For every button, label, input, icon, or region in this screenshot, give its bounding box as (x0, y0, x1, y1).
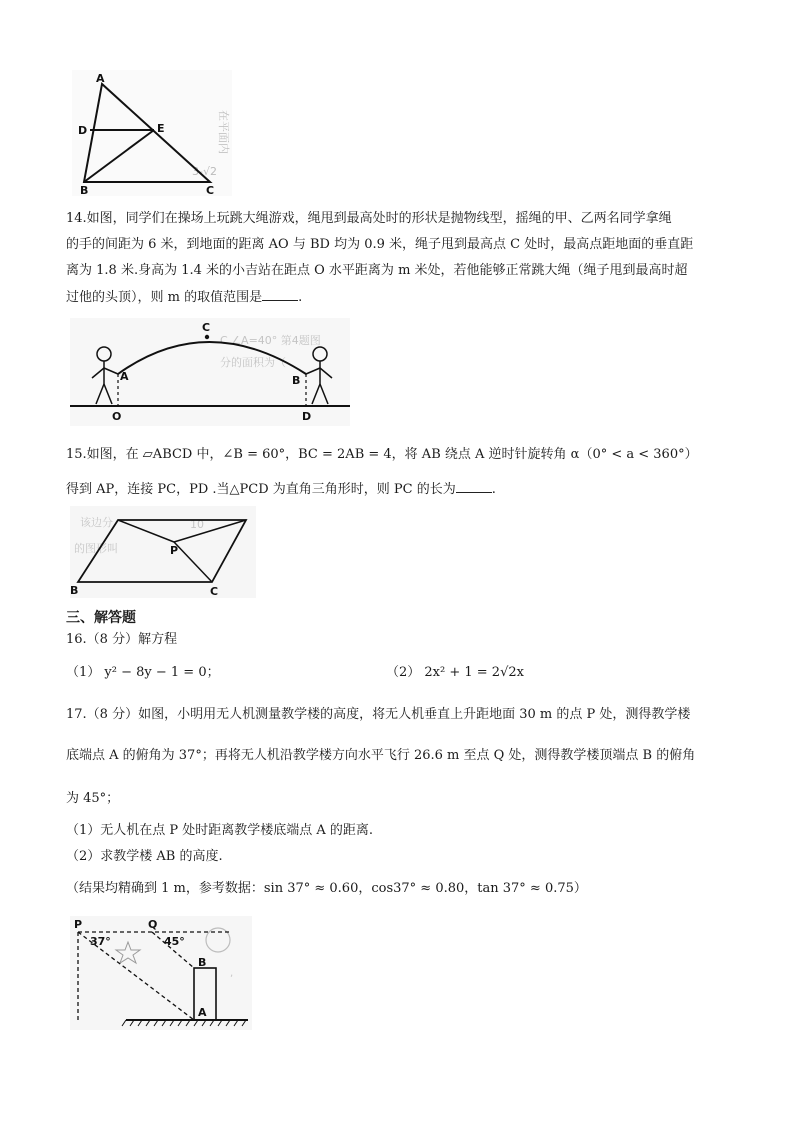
q14-line1: 14.如图，同学们在操场上玩跳大绳游戏，绳甩到最高处时的形状是抛物线型，摇绳的甲、乙两名同学拿绳 (66, 211, 672, 226)
q16-title: 16.（8 分）解方程 (66, 632, 178, 647)
q17-line2: 底端点 A 的俯角为 37°；再将无人机沿教学楼方向水平飞行 26.6 m 至点 Q 处，测得教学楼顶端点 B 的俯角 (66, 748, 696, 763)
svg-text:分的面积为（: 分的面积为（ (220, 356, 286, 369)
svg-text:10: 10 (190, 518, 204, 531)
svg-text:C ∠A=40° 第4题图: C ∠A=40° 第4题图 (220, 334, 321, 347)
label-O: O (112, 410, 122, 423)
angle-37: 37° (90, 935, 111, 948)
label-P: P (74, 918, 83, 931)
q17-line1: 17.（8 分）如图，小明用无人机测量教学楼的高度，将无人机垂直上升距地面 30 m 的点 P 处，测得教学楼 (66, 707, 691, 722)
label-A: A (198, 1006, 207, 1019)
jump-rope-figure (70, 318, 350, 426)
label-C: C (206, 184, 215, 196)
svg-text:,: , (230, 968, 234, 979)
answer-blank (456, 480, 492, 493)
label-C: C (210, 585, 219, 598)
svg-text:的图形叫: 的图形叫 (74, 542, 118, 555)
q16-eq2: （2） 2x² + 1 = 2√2x (386, 665, 524, 680)
label-C: C (202, 321, 211, 334)
label-B: B (70, 584, 79, 597)
q14-line2: 的手的间距为 6 米，到地面的距离 AO 与 BD 均为 0.9 米，绳子甩到最高点 C 处时，最高点距地面的垂直距 (66, 237, 694, 252)
label-B: B (198, 956, 207, 969)
parallelogram-figure (70, 506, 256, 598)
q15-line2-text: 得到 AP，连接 PC，PD .当△PCD 为直角三角形时，则 PC 的长为 (66, 482, 456, 497)
label-Q: Q (148, 918, 158, 931)
label-A: A (96, 72, 105, 85)
label-P: P (170, 544, 179, 557)
label-D: D (302, 410, 312, 423)
q17-sub1: （1）无人机在点 P 处时距离教学楼底端点 A 的距离. (66, 823, 374, 838)
drone-figure (70, 916, 252, 1030)
triangle-figure (72, 70, 232, 196)
q17-note: （结果均精确到 1 m，参考数据：sin 37° ≈ 0.60，cos37° ≈ 0.80，tan 37° ≈ 0.75） (66, 881, 587, 896)
q15-line1: 15.如图，在 ▱ABCD 中，∠B = 60°，BC = 2AB = 4，将 AB 绕点 A 逆时针旋转角 α（0° < a < 360°） (66, 447, 698, 462)
q14-line3: 离为 1.8 米.身高为 1.4 米的小吉站在距点 O 水平距离为 m 米处，若他能够正常跳大绳（绳子甩到最高时超 (66, 263, 688, 278)
label-A: A (120, 370, 129, 383)
q17-line3: 为 45°； (66, 791, 120, 806)
label-E: E (157, 122, 165, 135)
label-B: B (80, 184, 89, 196)
label-B: B (292, 374, 301, 387)
svg-text:3-√2: 3-√2 (192, 165, 217, 178)
q17-sub2: （2）求教学楼 AB 的高度. (66, 849, 223, 864)
answer-blank (262, 288, 298, 301)
angle-45: 45° (164, 935, 185, 948)
q14-line4-text: 过他的头顶），则 m 的取值范围是 (66, 290, 263, 305)
svg-text:该边分: 该边分 (80, 516, 113, 529)
q14-line4: 过他的头顶），则 m 的取值范围是 . (66, 290, 303, 305)
label-D: D (78, 124, 88, 137)
q15-line2: 得到 AP，连接 PC，PD .当△PCD 为直角三角形时，则 PC 的长为 . (66, 482, 496, 497)
q16-eq1: （1） y² − 8y − 1 = 0； (66, 665, 220, 680)
svg-text:在平面内: 在平面内 (217, 110, 230, 154)
section-heading: 三、解答题 (66, 610, 136, 626)
